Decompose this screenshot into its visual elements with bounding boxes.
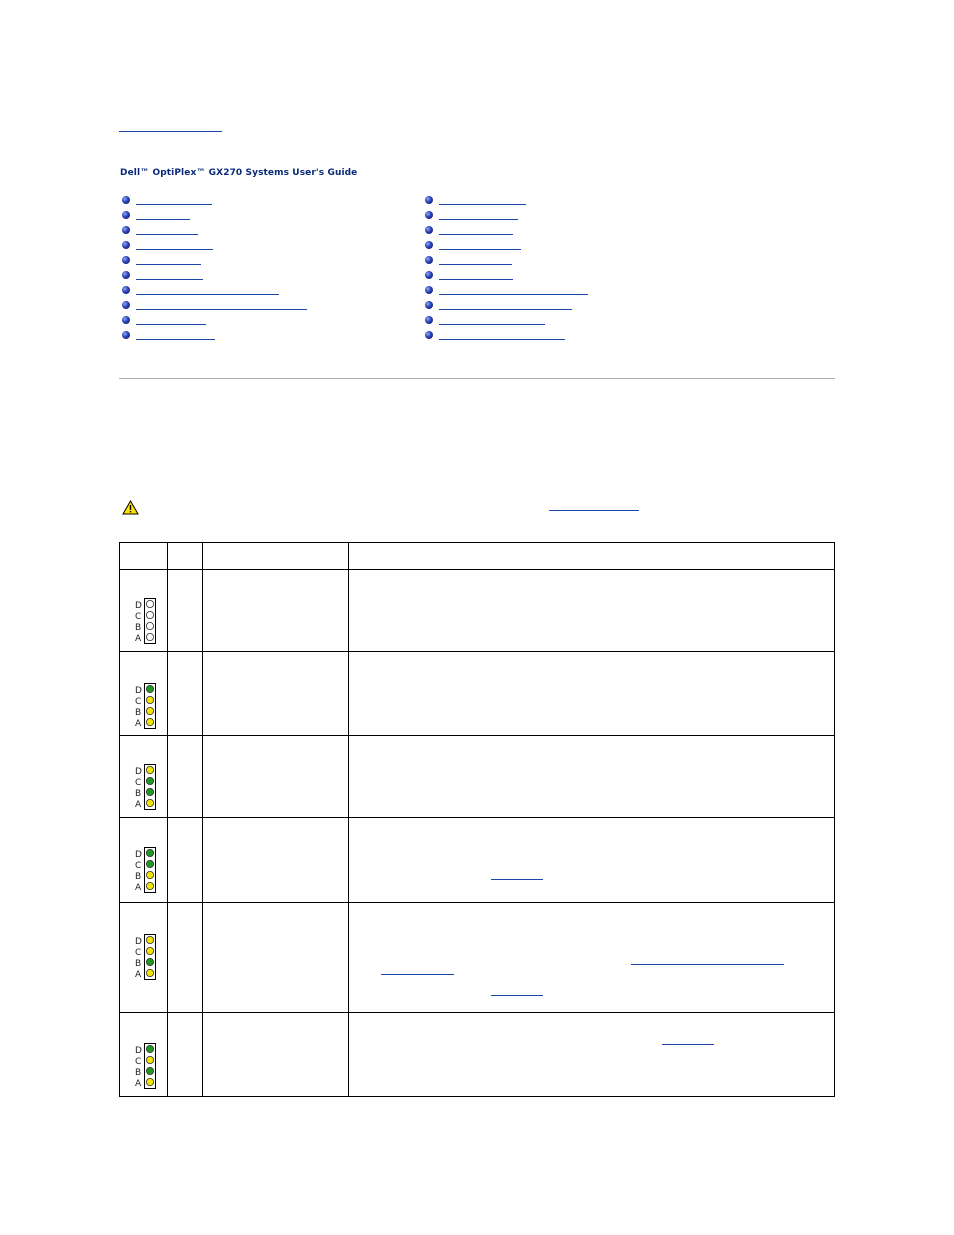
nav-link[interactable] [439,309,572,310]
nav-link[interactable] [439,234,513,235]
diagnostic-lights-icon [135,764,157,812]
light-letter-label: B [135,872,142,882]
light-letter-label: A [135,1079,142,1089]
cell-link[interactable] [491,995,543,996]
light-letter-label: B [135,708,142,718]
nav-link[interactable] [136,324,206,325]
nav-link[interactable] [136,219,190,220]
nav-link[interactable] [136,279,203,280]
table-header-row [120,543,835,570]
diagnostic-lights-icon [135,847,157,895]
nav-link[interactable] [136,339,215,340]
diagnostic-light-d [146,685,153,692]
light-letter-label: D [135,767,142,777]
bullet-icon [122,196,130,204]
light-letter-label: C [135,1057,142,1067]
nav-link[interactable] [136,204,212,205]
light-letter-label: C [135,697,142,707]
lights-cell [120,903,168,1013]
bullet-icon [122,271,130,279]
light-letter-label: A [135,634,142,644]
table-row [120,818,835,903]
light-letter-label: A [135,883,142,893]
diagnostic-lights-icon [135,934,157,982]
bullet-icon [425,226,433,234]
lights-cell [120,818,168,903]
nav-link[interactable] [136,294,279,295]
diagnostic-light-a [146,718,153,725]
nav-link[interactable] [439,324,545,325]
cell-link[interactable] [631,964,784,965]
nav-link[interactable] [439,219,518,220]
bullet-icon [425,271,433,279]
diagnostic-light-d [146,766,153,773]
light-letter-label: B [135,1068,142,1078]
bullet-icon [425,316,433,324]
diagnostic-light-b [146,707,153,714]
diagnostic-lights-table [119,542,835,1097]
table-row [120,1013,835,1097]
diagnostic-light-a [146,1078,153,1085]
diagnostic-light-d [146,849,153,856]
horizontal-divider [119,378,835,379]
nav-link[interactable] [439,264,512,265]
table-row [120,736,835,818]
bullet-icon [425,286,433,294]
diagnostic-light-b [146,871,153,878]
header-cell [120,543,168,570]
diagnostic-light-b [146,622,153,629]
bullet-icon [425,256,433,264]
nav-link[interactable] [439,204,526,205]
bullet-icon [122,316,130,324]
diagnostic-light-a [146,799,153,806]
diagnostic-light-b [146,1067,153,1074]
bullet-icon [122,256,130,264]
table-row [120,652,835,736]
bullet-icon [122,301,130,309]
diagnostic-light-c [146,696,153,703]
caution-icon [122,500,139,515]
bullet-icon [122,331,130,339]
cell-link[interactable] [662,1044,714,1045]
diagnostic-light-c [146,860,153,867]
light-letter-label: B [135,959,142,969]
light-letter-label: C [135,778,142,788]
light-letter-label: D [135,686,142,696]
diagnostic-light-c [146,1056,153,1063]
diagnostic-light-d [146,1045,153,1052]
diagnostic-light-c [146,947,153,954]
light-letter-label: C [135,948,142,958]
lights-cell [120,570,168,652]
diagnostic-light-d [146,936,153,943]
bullet-icon [122,211,130,219]
header-cell [203,543,349,570]
table-row [120,570,835,652]
light-letter-label: B [135,789,142,799]
diagnostic-light-b [146,958,153,965]
bullet-icon [122,241,130,249]
bullet-icon [122,226,130,234]
bullet-icon [425,301,433,309]
bullet-icon [425,331,433,339]
light-letter-label: A [135,719,142,729]
table-row [120,903,835,1013]
light-letter-label: D [135,937,142,947]
nav-link[interactable] [136,264,201,265]
lights-cell [120,1013,168,1097]
document-title: Dell™ OptiPlex™ GX270 Systems User's Guide [120,168,358,178]
diagnostic-light-b [146,788,153,795]
back-to-contents-link[interactable] [119,131,222,132]
light-letter-label: C [135,612,142,622]
safety-instructions-link[interactable] [549,510,639,511]
diagnostic-light-c [146,611,153,618]
bullet-icon [425,196,433,204]
cell-link[interactable] [491,879,543,880]
light-letter-label: D [135,1046,142,1056]
diagnostic-lights-icon [135,598,157,646]
diagnostic-light-d [146,600,153,607]
diagnostic-light-a [146,969,153,976]
lights-cell [120,652,168,736]
light-letter-label: A [135,970,142,980]
cell-link[interactable] [381,974,454,975]
bullet-icon [425,211,433,219]
lights-cell [120,736,168,818]
diagnostic-lights-icon [135,683,157,731]
light-letter-label: D [135,850,142,860]
diagnostic-light-a [146,882,153,889]
header-cell [349,543,835,570]
light-letter-label: B [135,623,142,633]
nav-link[interactable] [439,294,588,295]
nav-link[interactable] [439,339,565,340]
light-letter-label: D [135,601,142,611]
nav-link[interactable] [439,279,513,280]
header-cell [168,543,203,570]
light-letter-label: C [135,861,142,871]
bullet-icon [425,241,433,249]
nav-link[interactable] [136,234,198,235]
nav-link[interactable] [439,249,521,250]
light-letter-label: A [135,800,142,810]
diagnostic-light-c [146,777,153,784]
bullet-icon [122,286,130,294]
diagnostic-lights-icon [135,1043,157,1091]
nav-link[interactable] [136,249,213,250]
diagnostic-light-a [146,633,153,640]
nav-link[interactable] [136,309,307,310]
